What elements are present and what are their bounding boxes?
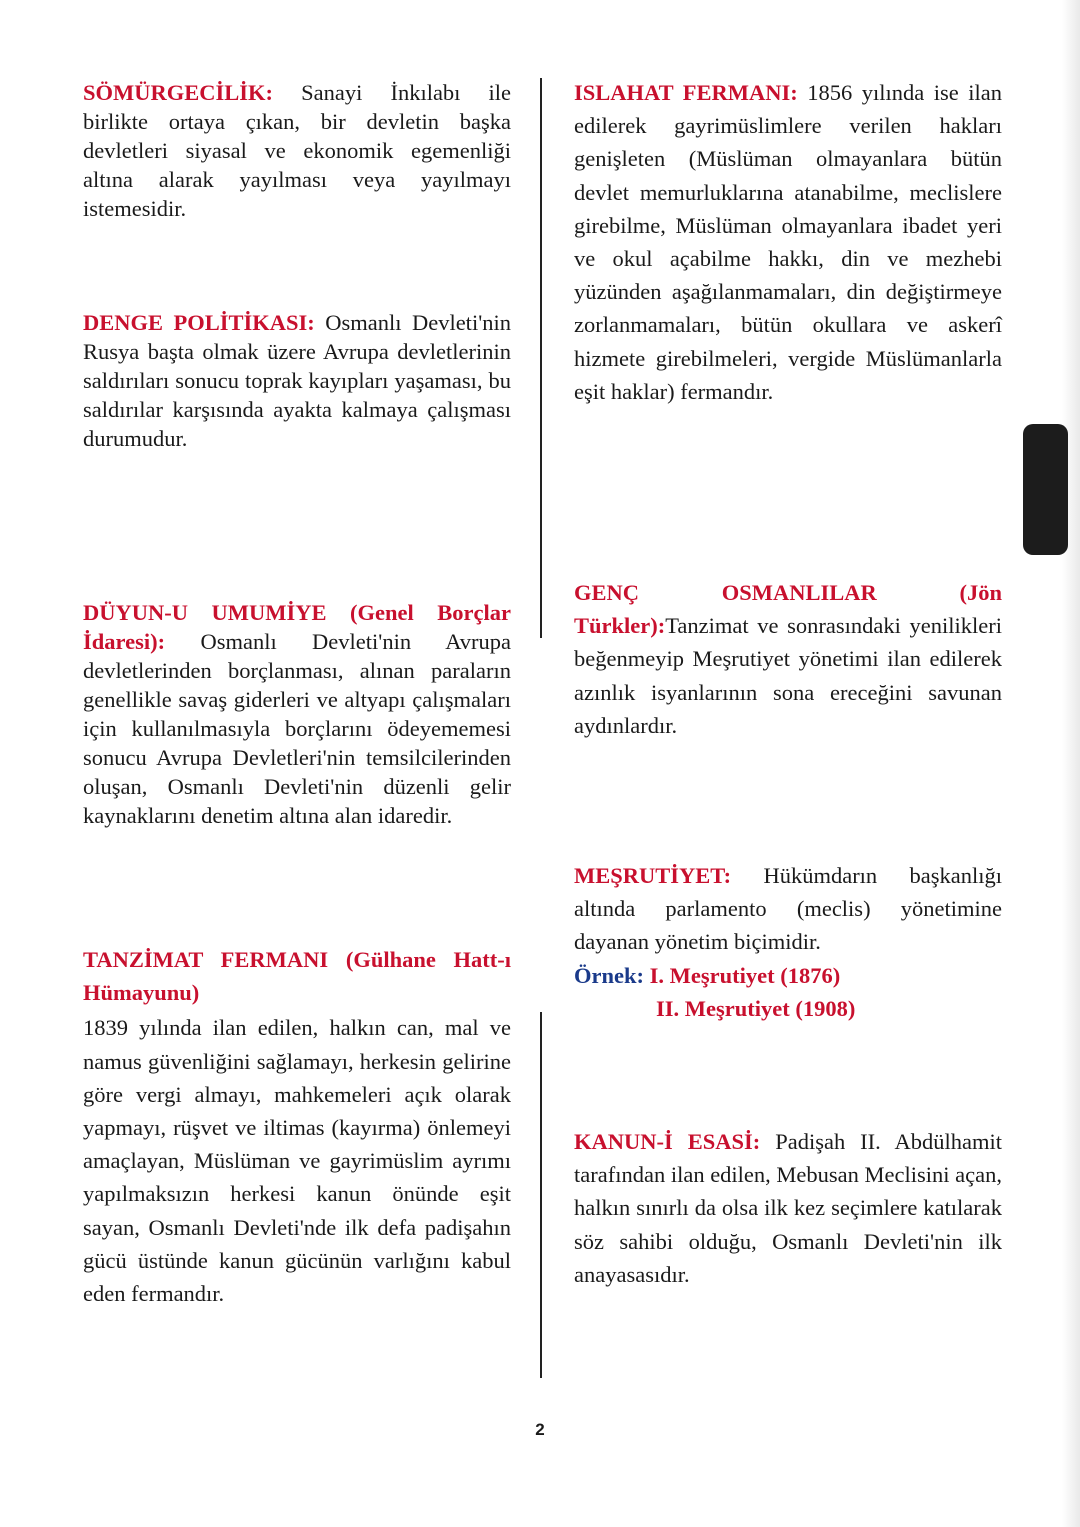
definition-duyun-u-umumiye — [83, 598, 511, 830]
definition-mesrutiyet — [574, 859, 1002, 1025]
page-edge-shadow — [1062, 0, 1080, 1527]
example-line-1 — [574, 959, 1002, 992]
term-mesrutiyet: MEŞRUTİYET: — [574, 863, 732, 888]
term-kanun-i-esasi: KANUN-İ ESASİ: — [574, 1129, 761, 1154]
definition-kanun-i-esasi — [574, 1125, 1002, 1291]
page-number: 2 — [535, 1420, 545, 1439]
term-tanzimat-fermani: TANZİMAT FERMANI (Gülhane Hatt-ı Hümayunu) — [83, 947, 511, 1006]
definition-text: Osmanlı Devleti'nin Avrupa devletlerinden borçlanması, alınan paraların genellikle savaş giderleri ve altyapı çalışmaları için kullanılmasıyla borçlarını ödeyememesi sonucu Avrupa Devletleri'nin temsilcilerinden oluşan, Osmanlı Devleti'nin düzenli gelir kaynaklarını denetim altına alan idaredir. — [83, 629, 512, 828]
definition-denge-politikasi — [83, 308, 511, 453]
column-divider-top — [540, 78, 542, 638]
definition-text: Hükümdarın başkanlığı altında parlamento (meclis) yönetimine dayanan yönetim biçimidir. — [574, 863, 1003, 955]
column-divider-bottom — [540, 1012, 542, 1378]
definition-text: Sanayi İnkılabı ile birlikte ortaya çıkan, bir devletin başka devletleri siyasal ve ekonomik egemenliği altına alarak yayılması veya yayılmayı istemesidir. — [83, 80, 512, 221]
example-2: II. Meşrutiyet (1908) — [656, 995, 856, 1021]
term-genc-osmanlilar: GENÇ OSMANLILAR (Jön Türkler): — [574, 580, 1002, 639]
term-islahat-fermani: ISLAHAT FERMANI: — [574, 80, 798, 105]
example-label: Örnek: — [574, 962, 644, 988]
definition-text: Osmanlı Devleti'nin Rusya başta olmak üzere Avrupa devletlerinin saldırıları sonucu toprak kayıpları yaşaması, bu saldırılar karşısında ayakta kalmaya çalışması durumudur. — [83, 310, 511, 451]
term-duyun-u-umumiye: DÜYUN-U UMUMİYE (Genel Borçlar İdaresi): — [83, 600, 511, 654]
definition-text: Padişah II. Abdülhamit tarafından ilan edilen, Mebusan Meclisini açan, halkın sınırlı da olsa ilk kez seçimlere katılarak söz sahibi olduğu, Osmanlı Devleti'nin ilk anayasasıdır. — [574, 1129, 1003, 1287]
definition-islahat-fermani — [574, 76, 1002, 408]
example-1: I. Meşrutiyet (1876) — [649, 962, 841, 988]
definition-tanzimat-fermani — [83, 943, 511, 1310]
definition-somurgecilik — [83, 78, 511, 223]
page-tab-marker — [1023, 424, 1068, 555]
definition-text: 1856 yılında ise ilan edilerek gayrimüslimlere verilen hakları genişleten (Müslüman olmayanlara bütün devlet memurluklarına atanabilme, meclislere girebilme, Müslüman olmayanlara ibadet yeri ve okul açabilme hakkı, din ve mezhebi yüzünden aşağılanmamaları, din değiştirmeye zorlanmamaları, bütün okullara ve askerî hizmete girebilmeleri, vergide Müslümanlarla eşit haklar) fermandır. — [574, 80, 1002, 404]
definition-text: Tanzimat ve sonrasındaki yenilikleri beğenmeyip Meşrutiyet yönetimi ilan edilerek azınlık isyanlarının sona ereceğini savunan aydınlardır. — [574, 613, 1002, 738]
definition-genc-osmanlilar — [574, 576, 1002, 742]
term-somurgecilik: SÖMÜRGECİLİK: — [83, 80, 274, 105]
example-line-2 — [574, 992, 1002, 1025]
term-denge-politikasi: DENGE POLİTİKASI: — [83, 310, 315, 335]
definition-text: 1839 yılında ilan edilen, halkın can, mal ve namus güvenliğini sağlamayı, herkesin gelirine göre vergi almayı, mahkemeleri açık olarak yapmayı, rüşvet ve iltimas (kayırma) önlemeyi amaçlayan, Müslüman ve gayrimüslim ayrımı yapılmaksızın herkesi kanun önünde eşit sayan, Osmanlı Devleti'nde ilk defa padişahın gücü üstünde kanun gücünün varlığını kabul eden fermandır. — [83, 1015, 511, 1307]
